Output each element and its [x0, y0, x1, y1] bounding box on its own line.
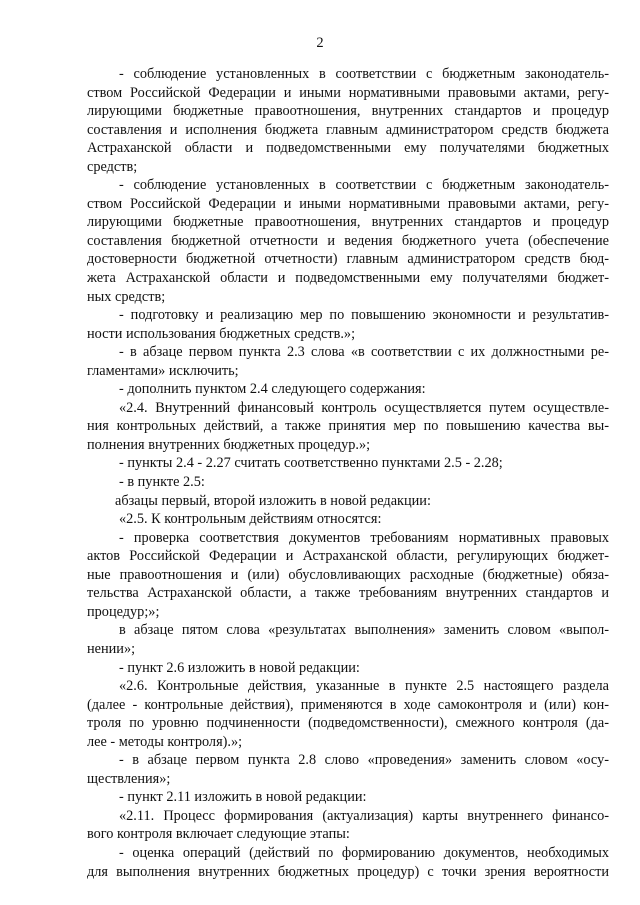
text-line: составления и исполнения бюджета главным администратором средств бюджета: [87, 121, 609, 138]
text-line: - соблюдение установленных в соответствии с бюджетным законодатель-: [119, 66, 609, 82]
text-line: ством Российской Федерации и иными нормативными правовыми актами, регу-: [87, 195, 609, 212]
text-line: в абзаце пятом слова «результатах выполнения» заменить словом «выпол-: [119, 622, 609, 639]
text-line: тельства Астраханской области, а также требованиям внутренних стандартов и: [87, 585, 609, 602]
text-line: - в пункте 2.5:: [119, 474, 205, 491]
text-line: процедур;»;: [87, 603, 160, 620]
text-line: актов Российской Федерации и Астраханской области, регулирующих бюджет-: [87, 548, 609, 565]
text-line: - в абзаце первом пункта 2.8 слово «проведения» заменить словом «осу-: [119, 752, 609, 769]
text-line: ния контрольных действий, а также принятия мер по повышению качества вы-: [87, 418, 609, 435]
text-line: жета Астраханской области и подведомственными ему получателями бюджет-: [87, 270, 609, 287]
text-line: достоверности бюджетной отчетности) главным администратором средств бюд-: [87, 251, 609, 268]
text-line: абзацы первый, второй изложить в новой редакции:: [115, 492, 431, 509]
text-line: составления бюджетной отчетности и ведения бюджетного учета (обеспечение: [87, 232, 609, 249]
text-line: - подготовку и реализацию мер по повышению экономности и результатив-: [119, 307, 609, 324]
text-line: (далее - контрольные действия), применяются в ходе самоконтроля и (или) кон-: [87, 696, 609, 713]
text-line: ществления»;: [87, 770, 171, 787]
text-line: - проверка соответствия документов требованиям нормативных правовых: [119, 529, 609, 546]
text-line: лирующими бюджетные правоотношения, внутренних стандартов и процедур: [87, 214, 609, 231]
text-line: - пункты 2.4 - 2.27 считать соответственно пунктами 2.5 - 2.28;: [119, 455, 503, 472]
text-line: гламентами» исключить;: [87, 362, 239, 379]
text-line: ности использования бюджетных средств.»;: [87, 325, 356, 342]
text-line: вого контроля включает следующие этапы:: [87, 826, 350, 843]
text-line: - пункт 2.11 изложить в новой редакции:: [119, 789, 367, 806]
text-line: «2.4. Внутренний финансовый контроль осуществляется путем осуществле-: [119, 399, 609, 416]
text-line: ных средств;: [87, 288, 166, 305]
text-line: полнения внутренних бюджетных процедур.»;: [87, 436, 371, 453]
text-line: лирующими бюджетные правоотношения, внутренних стандартов и процедур: [87, 103, 609, 120]
text-line: Астраханской области и подведомственными ему получателями бюджетных: [87, 140, 609, 157]
text-line: ные правоотношения и (или) обусловливающих расходные (бюджетные) обяза-: [87, 566, 609, 583]
text-line: «2.5. К контрольным действиям относятся:: [119, 511, 382, 528]
page-number: 2: [316, 35, 324, 51]
text-line: «2.6. Контрольные действия, указанные в пункте 2.5 настоящего раздела: [119, 678, 609, 695]
text-line: - дополнить пунктом 2.4 следующего содержания:: [119, 381, 426, 398]
text-line: нении»;: [87, 640, 136, 657]
text-line: средств;: [87, 158, 138, 175]
text-line: троля по уровню подчиненности (подведомственности), смежного контроля (да-: [87, 715, 609, 732]
text-line: ством Российской Федерации и иными нормативными правовыми актами, регу-: [87, 84, 609, 101]
text-line: для выполнения внутренних бюджетных процедур) с точки зрения вероятности: [87, 863, 609, 880]
text-line: «2.11. Процесс формирования (актуализация) карты внутреннего финансо-: [119, 807, 609, 824]
text-line: - в абзаце первом пункта 2.3 слова «в соответствии с их должностными ре-: [119, 344, 609, 361]
text-line: лее - методы контроля).»;: [87, 733, 243, 750]
text-line: - оценка операций (действий по формированию документов, необходимых: [119, 844, 609, 861]
text-line: - пункт 2.6 изложить в новой редакции:: [119, 659, 360, 676]
text-line: - соблюдение установленных в соответствии с бюджетным законодатель-: [119, 177, 609, 194]
document-body: [87, 65, 609, 881]
